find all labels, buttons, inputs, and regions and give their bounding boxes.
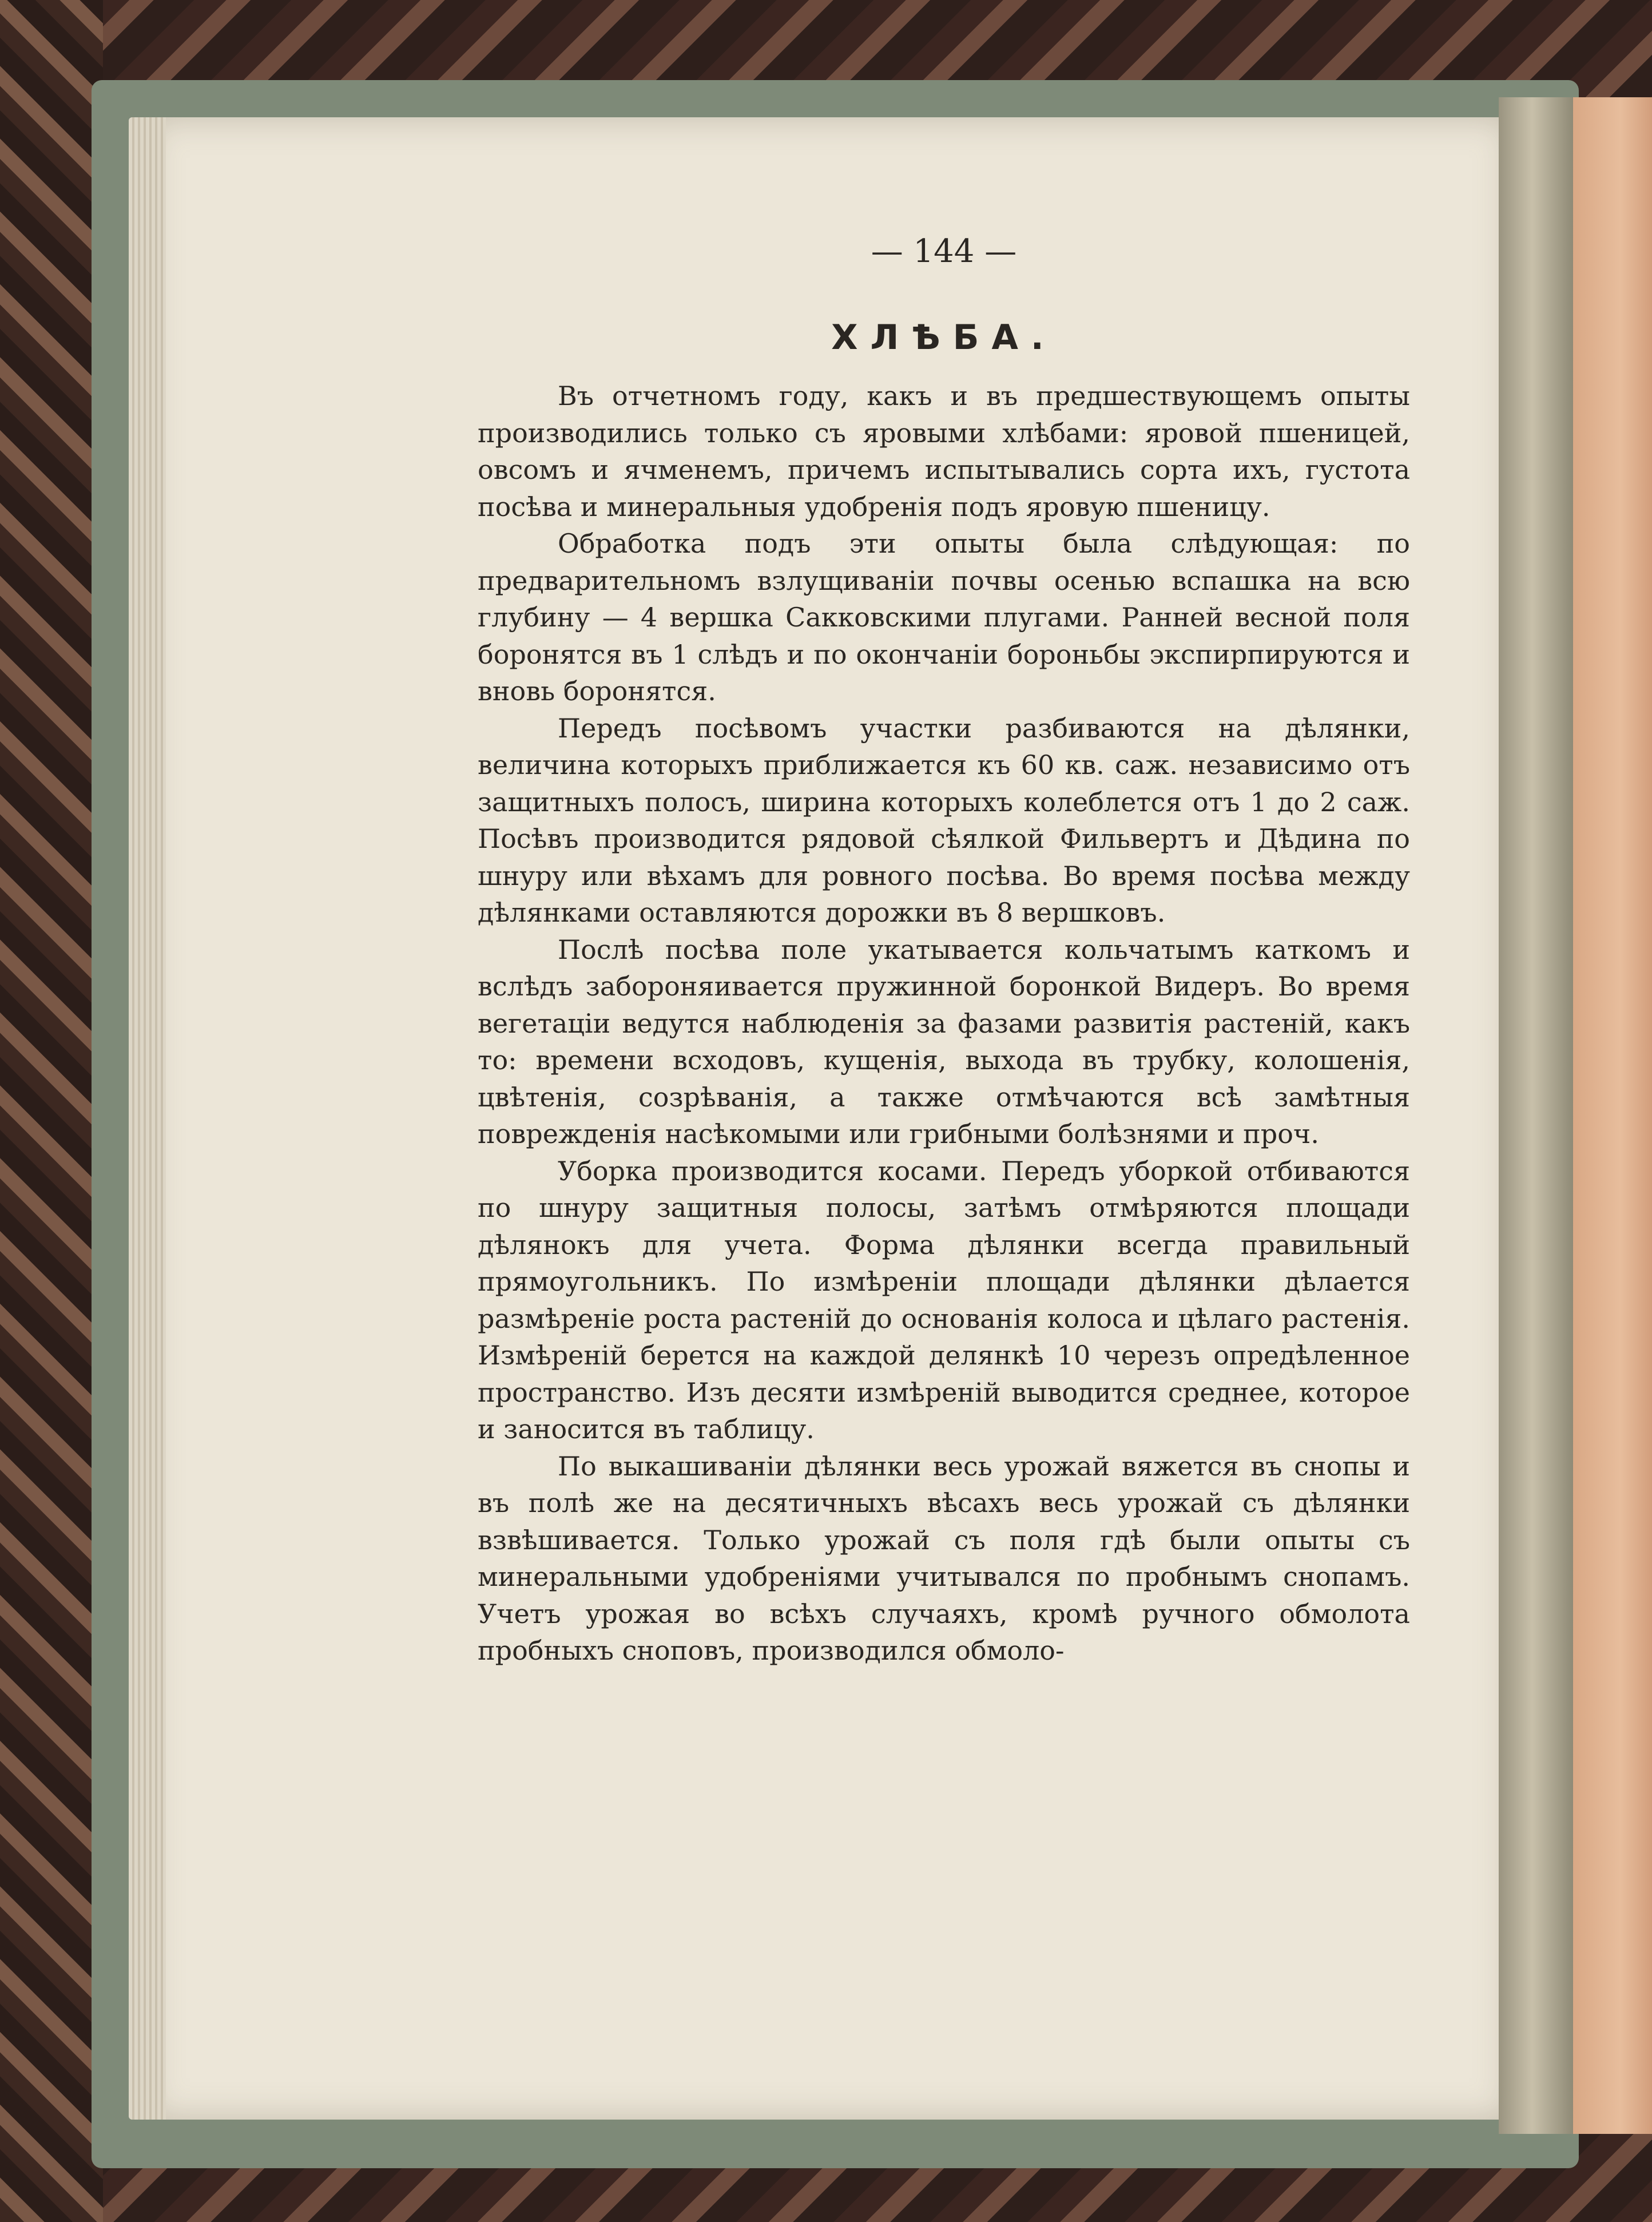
book-gutter [1499,97,1573,2134]
chapter-title: ХЛѢБА. [831,318,1057,358]
body-text [478,378,1410,1669]
page-content [478,229,1410,1669]
paragraph: Уборка производится косами. Передъ уборкой отбиваются по шнуру защитныя полосы, затѣмъ отмѣряются площади дѣлянокъ для учета. Форма дѣлянки всегда правильный прямоугольникъ. По измѣреніи площади дѣлянки дѣлается размѣреніе роста растеній до основанія колоса и цѣлаго растенія. Измѣреній берется на каждой делянкѣ 10 черезъ опредѣленное пространство. Изъ десяти измѣреній выводится среднее, которое и заносится въ таблицу. [478,1155,1410,1445]
paragraph: Передъ посѣвомъ участки разбиваются на дѣлянки, величина которыхъ приближается къ 60 кв. саж. независимо отъ защитныхъ полосъ, ширина которыхъ колеблется отъ 1 до 2 саж. Посѣвъ производится рядовой сѣялкой Фильвертъ и Дѣдина по шнуру или вѣхамъ для ровного посѣва. Во время посѣва между дѣлянками оставляются дорожки въ 8 вершковъ. [478,712,1410,928]
page-number: — 144 — [871,233,1017,270]
paragraph: Послѣ посѣва поле укатывается кольчатымъ каткомъ и вслѣдъ забороняивается пружинной боронкой Видеръ. Во время вегетаціи ведутся наблюденія за фазами развитія растеній, какъ то: времени всходовъ, кущенія, выхода въ трубку, колошенія, цвѣтенія, созрѣванія, а также отмѣчаются всѣ замѣтныя поврежденія насѣкомыми или грибными болѣзнями и проч. [478,934,1410,1149]
book-spine-pattern [0,0,103,2222]
paragraph: По выкашиваніи дѣлянки весь урожай вяжется въ снопы и въ полѣ же на десятичныхъ вѣсахъ весь урожай съ дѣлянки взвѣшивается. Только урожай съ поля гдѣ были опыты съ минеральными удобреніями учитывался по пробнымъ снопамъ. Учетъ урожая во всѣхъ случаяхъ, кромѣ ручного обмолота пробныхъ сноповъ, производился обмоло- [478,1450,1410,1666]
paragraph: Обработка подъ эти опыты была слѣдующая: по предварительномъ взлущиваніи почвы осенью вспашка на всю глубину — 4 вершка Сакковскими плугами. Ранней весной поля боронятся въ 1 слѣдъ и по окончаніи бороньбы экспирпируются и вновь боронятся. [478,528,1410,707]
paragraph: Въ отчетномъ году, какъ и въ предшествующемъ опыты производились только съ яровыми хлѣбами: яровой пшеницей, овсомъ и ячменемъ, причемъ испытывались сорта ихъ, густота посѣва и минеральныя удобренія подъ яровую пшеницу. [478,380,1410,522]
facing-cover [1573,97,1652,2134]
